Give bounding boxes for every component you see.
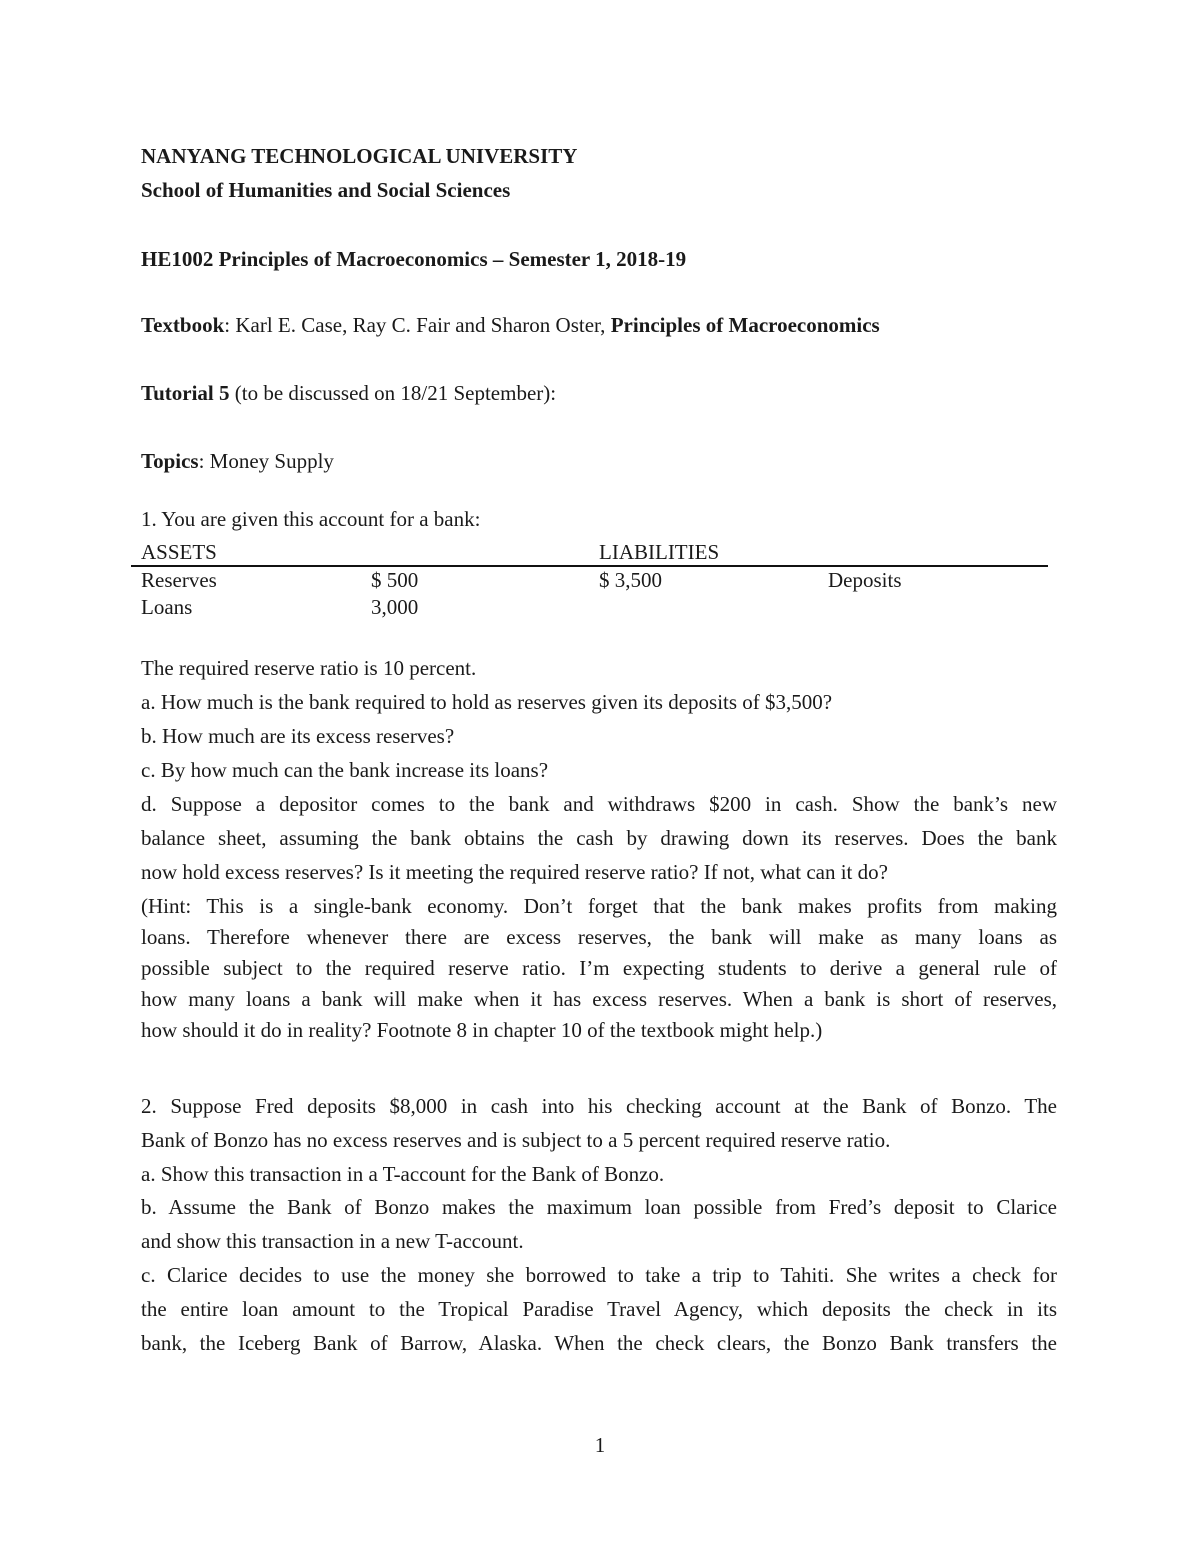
textbook-label: Textbook <box>141 313 225 337</box>
q1-hint-line-4: how many loans a bank will make when it has excess reserves. When a bank is short of reserves, <box>141 987 1057 1011</box>
table-row-reserves-value: $ 500 <box>371 568 419 592</box>
q1-part-d-line-2: balance sheet, assuming the bank obtains the cash by drawing down its reserves. Does the bank <box>141 826 1057 850</box>
table-row-loans-label: Loans <box>141 595 193 619</box>
q2-intro-line-2: Bank of Bonzo has no excess reserves and is subject to a 5 percent required reserve ratio. <box>141 1128 891 1152</box>
q1-part-b: b. How much are its excess reserves? <box>141 724 455 748</box>
topics-line <box>141 451 334 472</box>
textbook-line <box>141 315 880 336</box>
q1-reserve-ratio: The required reserve ratio is 10 percent. <box>141 656 477 680</box>
q2-part-c-line-2: the entire loan amount to the Tropical Paradise Travel Agency, which deposits the check in its <box>141 1297 1057 1321</box>
q2-part-c-line-1: c. Clarice decides to use the money she borrowed to take a trip to Tahiti. She writes a check for <box>141 1263 1057 1287</box>
tutorial-label: Tutorial 5 <box>141 381 230 405</box>
topics-label: Topics <box>141 449 199 473</box>
q2-intro-line-1: 2. Suppose Fred deposits $8,000 in cash into his checking account at the Bank of Bonzo. The <box>141 1094 1057 1118</box>
q2-part-c-line-3: bank, the Iceberg Bank of Barrow, Alaska. When the check clears, the Bonzo Bank transfers the <box>141 1331 1057 1355</box>
table-rule <box>131 565 1048 567</box>
tutorial-line <box>141 383 556 404</box>
q1-hint-line-5: how should it do in reality? Footnote 8 in chapter 10 of the textbook might help.) <box>141 1018 823 1042</box>
table-row-deposits-value: $ 3,500 <box>599 568 662 592</box>
textbook-authors: : Karl E. Case, Ray C. Fair and Sharon Oster, <box>224 313 611 337</box>
course-title: HE1002 Principles of Macroeconomics – Semester 1, 2018-19 <box>141 247 687 271</box>
topics-value: : Money Supply <box>198 449 334 473</box>
q1-part-c: c. By how much can the bank increase its loans? <box>141 758 549 782</box>
q2-part-b-line-1: b. Assume the Bank of Bonzo makes the maximum loan possible from Fred’s deposit to Clarice <box>141 1195 1057 1219</box>
tutorial-detail: (to be discussed on 18/21 September): <box>229 381 557 405</box>
q1-part-d-line-3: now hold excess reserves? Is it meeting the required reserve ratio? If not, what can it do? <box>141 860 888 884</box>
q1-part-a: a. How much is the bank required to hold as reserves given its deposits of $3,500? <box>141 690 833 714</box>
textbook-title: Principles of Macroeconomics <box>610 313 880 337</box>
university-name: NANYANG TECHNOLOGICAL UNIVERSITY <box>141 144 578 168</box>
table-row-loans-value: 3,000 <box>371 595 419 619</box>
q1-hint-line-3: possible subject to the required reserve ratio. I’m expecting students to derive a general rule of <box>141 956 1057 980</box>
table-row-reserves-label: Reserves <box>141 568 217 592</box>
school-name: School of Humanities and Social Sciences <box>141 178 511 202</box>
page-number: 1 <box>594 1433 606 1457</box>
q1-part-d-line-1: d. Suppose a depositor comes to the bank and withdraws $200 in cash. Show the bank’s new <box>141 792 1057 816</box>
q2-part-b-line-2: and show this transaction in a new T-account. <box>141 1229 524 1253</box>
q1-hint-line-1: (Hint: This is a single-bank economy. Don’t forget that the bank makes profits from making <box>141 894 1057 918</box>
q1-hint-line-2: loans. Therefore whenever there are excess reserves, the bank will make as many loans as <box>141 925 1057 949</box>
table-row-deposits-label: Deposits <box>828 568 902 592</box>
assets-header: ASSETS <box>141 540 217 564</box>
liabilities-header: LIABILITIES <box>599 540 720 564</box>
q2-part-a: a. Show this transaction in a T-account for the Bank of Bonzo. <box>141 1162 665 1186</box>
q1-intro: 1. You are given this account for a bank: <box>141 507 481 531</box>
